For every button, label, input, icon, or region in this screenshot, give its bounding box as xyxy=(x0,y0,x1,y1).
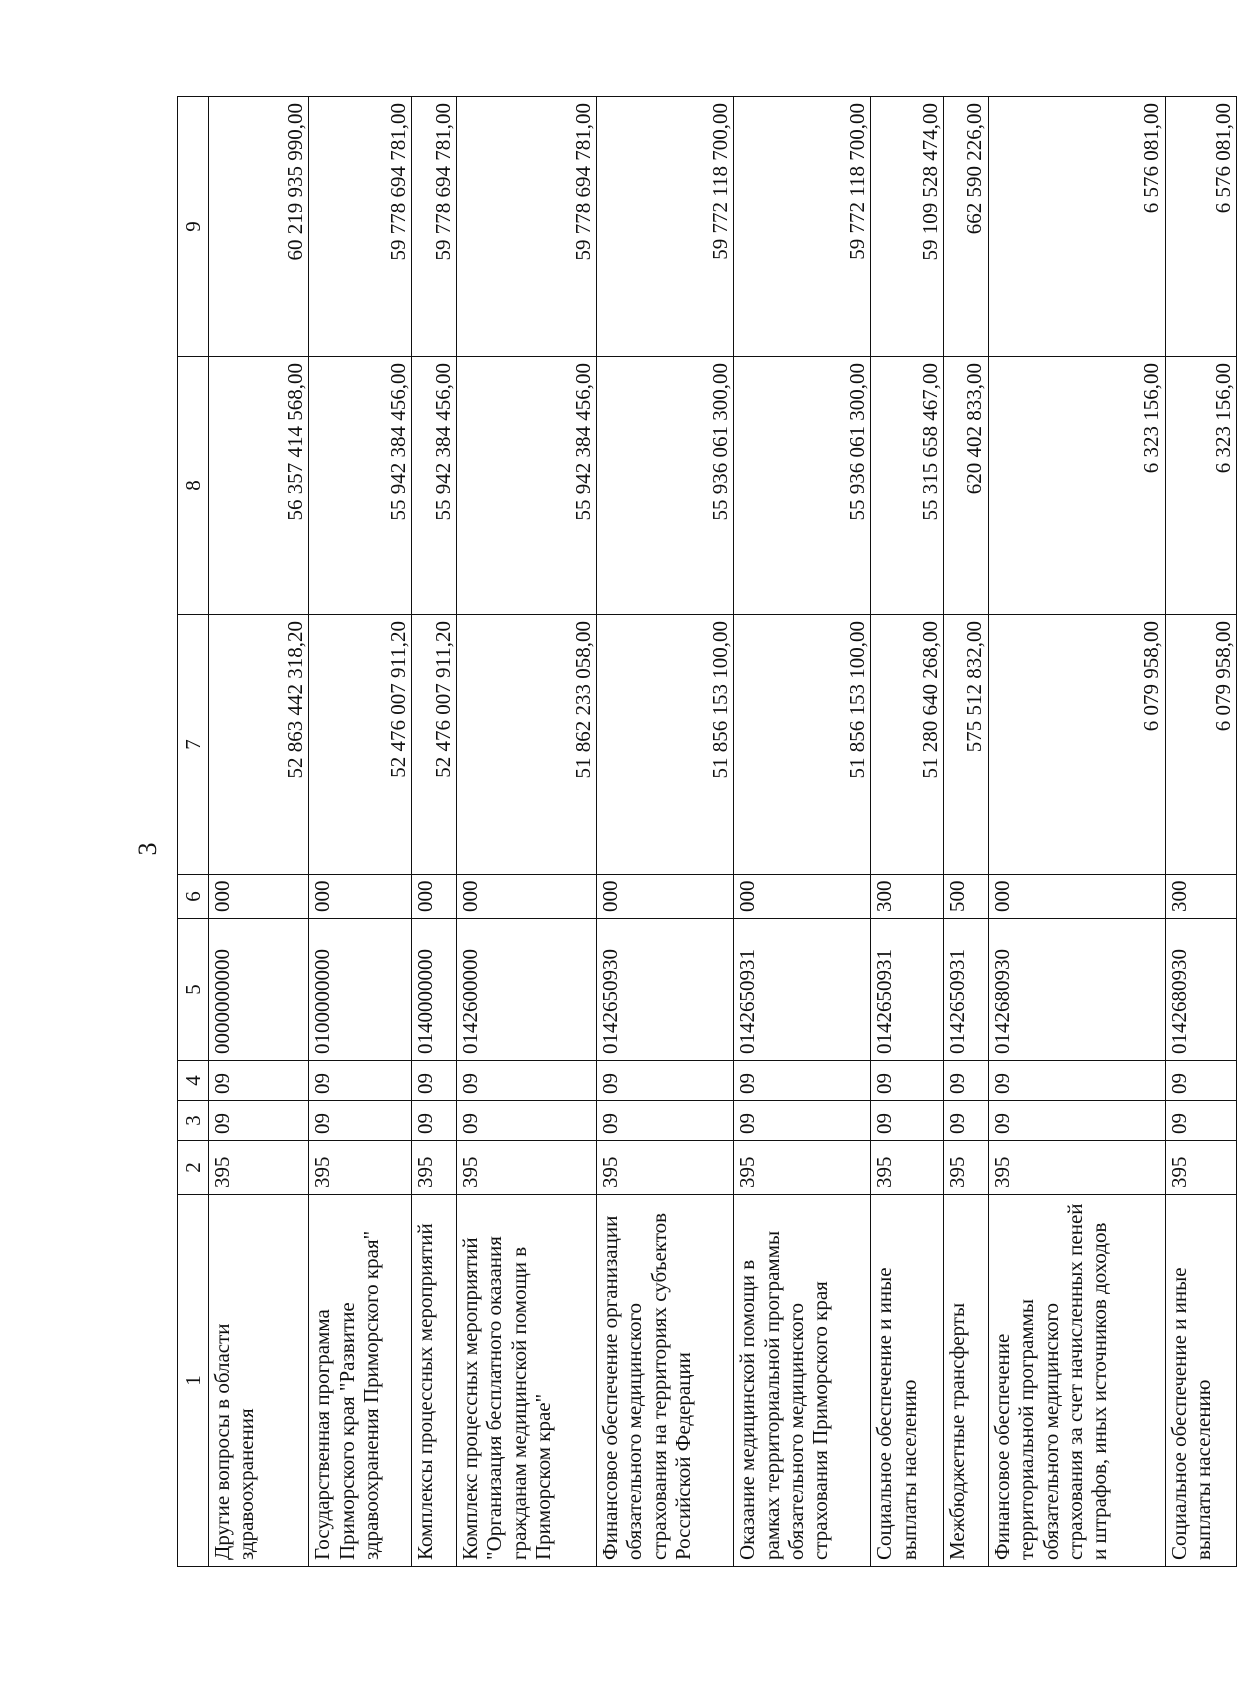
cell-c4: 09 xyxy=(457,1061,597,1101)
cell-c9: 59 772 118 700,00 xyxy=(596,97,733,357)
cell-c6: 500 xyxy=(943,875,988,919)
column-header: 8 xyxy=(178,357,209,615)
column-header: 1 xyxy=(178,1195,209,1567)
cell-c2: 395 xyxy=(943,1141,988,1195)
cell-c9: 662 590 226,00 xyxy=(943,97,988,357)
row-name: Оказание медицинской помощи в рамках территориальной программы обязательного медицинского страхования Приморского края xyxy=(734,1195,871,1567)
row-name: Комплексы процессных мероприятий xyxy=(412,1195,457,1567)
column-header: 3 xyxy=(178,1101,209,1141)
cell-c3: 09 xyxy=(457,1101,597,1141)
cell-c8: 6 323 156,00 xyxy=(988,357,1165,615)
row-name: Финансовое обеспечение территориальной программы обязательного медицинского страхования за счет начисленных пеней и штрафов, иных источников доходов xyxy=(988,1195,1165,1567)
budget-table xyxy=(177,96,1237,1567)
cell-c9: 59 109 528 474,00 xyxy=(871,97,944,357)
cell-c5: 0142600000 xyxy=(457,919,597,1061)
cell-c7: 6 079 958,00 xyxy=(988,615,1165,875)
table-row xyxy=(734,97,871,1567)
cell-c9: 59 778 694 781,00 xyxy=(457,97,597,357)
cell-c2: 395 xyxy=(309,1141,412,1195)
cell-c9: 6 576 081,00 xyxy=(1165,97,1236,357)
cell-c8: 55 942 384 456,00 xyxy=(457,357,597,615)
row-name: Финансовое обеспечение организации обязательного медицинского страхования на территориях субъектов Российской Федерации xyxy=(596,1195,733,1567)
row-name: Комплекс процессных мероприятий "Организация бесплатного оказания гражданам медицинской помощи в Приморском крае" xyxy=(457,1195,597,1567)
cell-c6: 000 xyxy=(596,875,733,919)
row-name: Социальное обеспечение и иные выплаты населению xyxy=(871,1195,944,1567)
row-name: Другие вопросы в области здравоохранения xyxy=(209,1195,309,1567)
cell-c5: 0000000000 xyxy=(209,919,309,1061)
cell-c7: 6 079 958,00 xyxy=(1165,615,1236,875)
cell-c4: 09 xyxy=(871,1061,944,1101)
cell-c5: 0142680930 xyxy=(1165,919,1236,1061)
row-name: Межбюджетные трансферты xyxy=(943,1195,988,1567)
table-row xyxy=(209,97,309,1567)
cell-c7: 52 476 007 911,20 xyxy=(412,615,457,875)
cell-c7: 51 856 153 100,00 xyxy=(596,615,733,875)
table-row xyxy=(412,97,457,1567)
cell-c3: 09 xyxy=(309,1101,412,1141)
cell-c6: 000 xyxy=(412,875,457,919)
table-row xyxy=(596,97,733,1567)
cell-c5: 0142650930 xyxy=(596,919,733,1061)
cell-c7: 575 512 832,00 xyxy=(943,615,988,875)
column-header: 2 xyxy=(178,1141,209,1195)
cell-c6: 000 xyxy=(988,875,1165,919)
cell-c6: 000 xyxy=(309,875,412,919)
cell-c3: 09 xyxy=(871,1101,944,1141)
cell-c2: 395 xyxy=(871,1141,944,1195)
cell-c2: 395 xyxy=(457,1141,597,1195)
cell-c4: 09 xyxy=(209,1061,309,1101)
cell-c3: 09 xyxy=(943,1101,988,1141)
cell-c4: 09 xyxy=(309,1061,412,1101)
page-number: 3 xyxy=(133,842,162,856)
cell-c6: 000 xyxy=(734,875,871,919)
cell-c9: 59 772 118 700,00 xyxy=(734,97,871,357)
cell-c6: 000 xyxy=(209,875,309,919)
cell-c3: 09 xyxy=(209,1101,309,1141)
table-row xyxy=(943,97,988,1567)
cell-c9: 59 778 694 781,00 xyxy=(412,97,457,357)
cell-c4: 09 xyxy=(988,1061,1165,1101)
column-header: 9 xyxy=(178,97,209,357)
cell-c5: 0142680930 xyxy=(988,919,1165,1061)
cell-c3: 09 xyxy=(596,1101,733,1141)
cell-c8: 55 942 384 456,00 xyxy=(412,357,457,615)
cell-c7: 51 862 233 058,00 xyxy=(457,615,597,875)
cell-c4: 09 xyxy=(943,1061,988,1101)
cell-c4: 09 xyxy=(412,1061,457,1101)
cell-c3: 09 xyxy=(1165,1101,1236,1141)
column-header: 7 xyxy=(178,615,209,875)
cell-c7: 52 476 007 911,20 xyxy=(309,615,412,875)
column-header: 6 xyxy=(178,875,209,919)
table-row xyxy=(1165,97,1236,1567)
row-name: Социальное обеспечение и иные выплаты населению xyxy=(1165,1195,1236,1567)
cell-c4: 09 xyxy=(596,1061,733,1101)
cell-c4: 09 xyxy=(734,1061,871,1101)
cell-c5: 0142650931 xyxy=(734,919,871,1061)
cell-c7: 51 280 640 268,00 xyxy=(871,615,944,875)
table-row xyxy=(988,97,1165,1567)
cell-c8: 55 315 658 467,00 xyxy=(871,357,944,615)
cell-c2: 395 xyxy=(596,1141,733,1195)
cell-c7: 51 856 153 100,00 xyxy=(734,615,871,875)
cell-c5: 0142650931 xyxy=(943,919,988,1061)
table-row xyxy=(457,97,597,1567)
budget-table-frame xyxy=(177,97,1237,1567)
cell-c2: 395 xyxy=(412,1141,457,1195)
cell-c2: 395 xyxy=(1165,1141,1236,1195)
table-row xyxy=(309,97,412,1567)
cell-c2: 395 xyxy=(988,1141,1165,1195)
cell-c8: 55 936 061 300,00 xyxy=(596,357,733,615)
row-name: Государственная программа Приморского края "Развитие здравоохранения Приморского края" xyxy=(309,1195,412,1567)
cell-c6: 300 xyxy=(871,875,944,919)
cell-c6: 300 xyxy=(1165,875,1236,919)
cell-c2: 395 xyxy=(734,1141,871,1195)
cell-c8: 6 323 156,00 xyxy=(1165,357,1236,615)
cell-c8: 55 942 384 456,00 xyxy=(309,357,412,615)
cell-c8: 56 357 414 568,00 xyxy=(209,357,309,615)
rotated-table-container xyxy=(177,97,1237,1567)
cell-c9: 60 219 935 990,00 xyxy=(209,97,309,357)
cell-c8: 55 936 061 300,00 xyxy=(734,357,871,615)
cell-c5: 0140000000 xyxy=(412,919,457,1061)
cell-c3: 09 xyxy=(412,1101,457,1141)
cell-c5: 0100000000 xyxy=(309,919,412,1061)
cell-c9: 59 778 694 781,00 xyxy=(309,97,412,357)
cell-c7: 52 863 442 318,20 xyxy=(209,615,309,875)
column-header: 4 xyxy=(178,1061,209,1101)
column-header: 5 xyxy=(178,919,209,1061)
cell-c9: 6 576 081,00 xyxy=(988,97,1165,357)
cell-c4: 09 xyxy=(1165,1061,1236,1101)
cell-c8: 620 402 833,00 xyxy=(943,357,988,615)
cell-c5: 0142650931 xyxy=(871,919,944,1061)
table-row xyxy=(871,97,944,1567)
cell-c6: 000 xyxy=(457,875,597,919)
header-row xyxy=(178,97,209,1567)
cell-c3: 09 xyxy=(988,1101,1165,1141)
cell-c3: 09 xyxy=(734,1101,871,1141)
cell-c2: 395 xyxy=(209,1141,309,1195)
